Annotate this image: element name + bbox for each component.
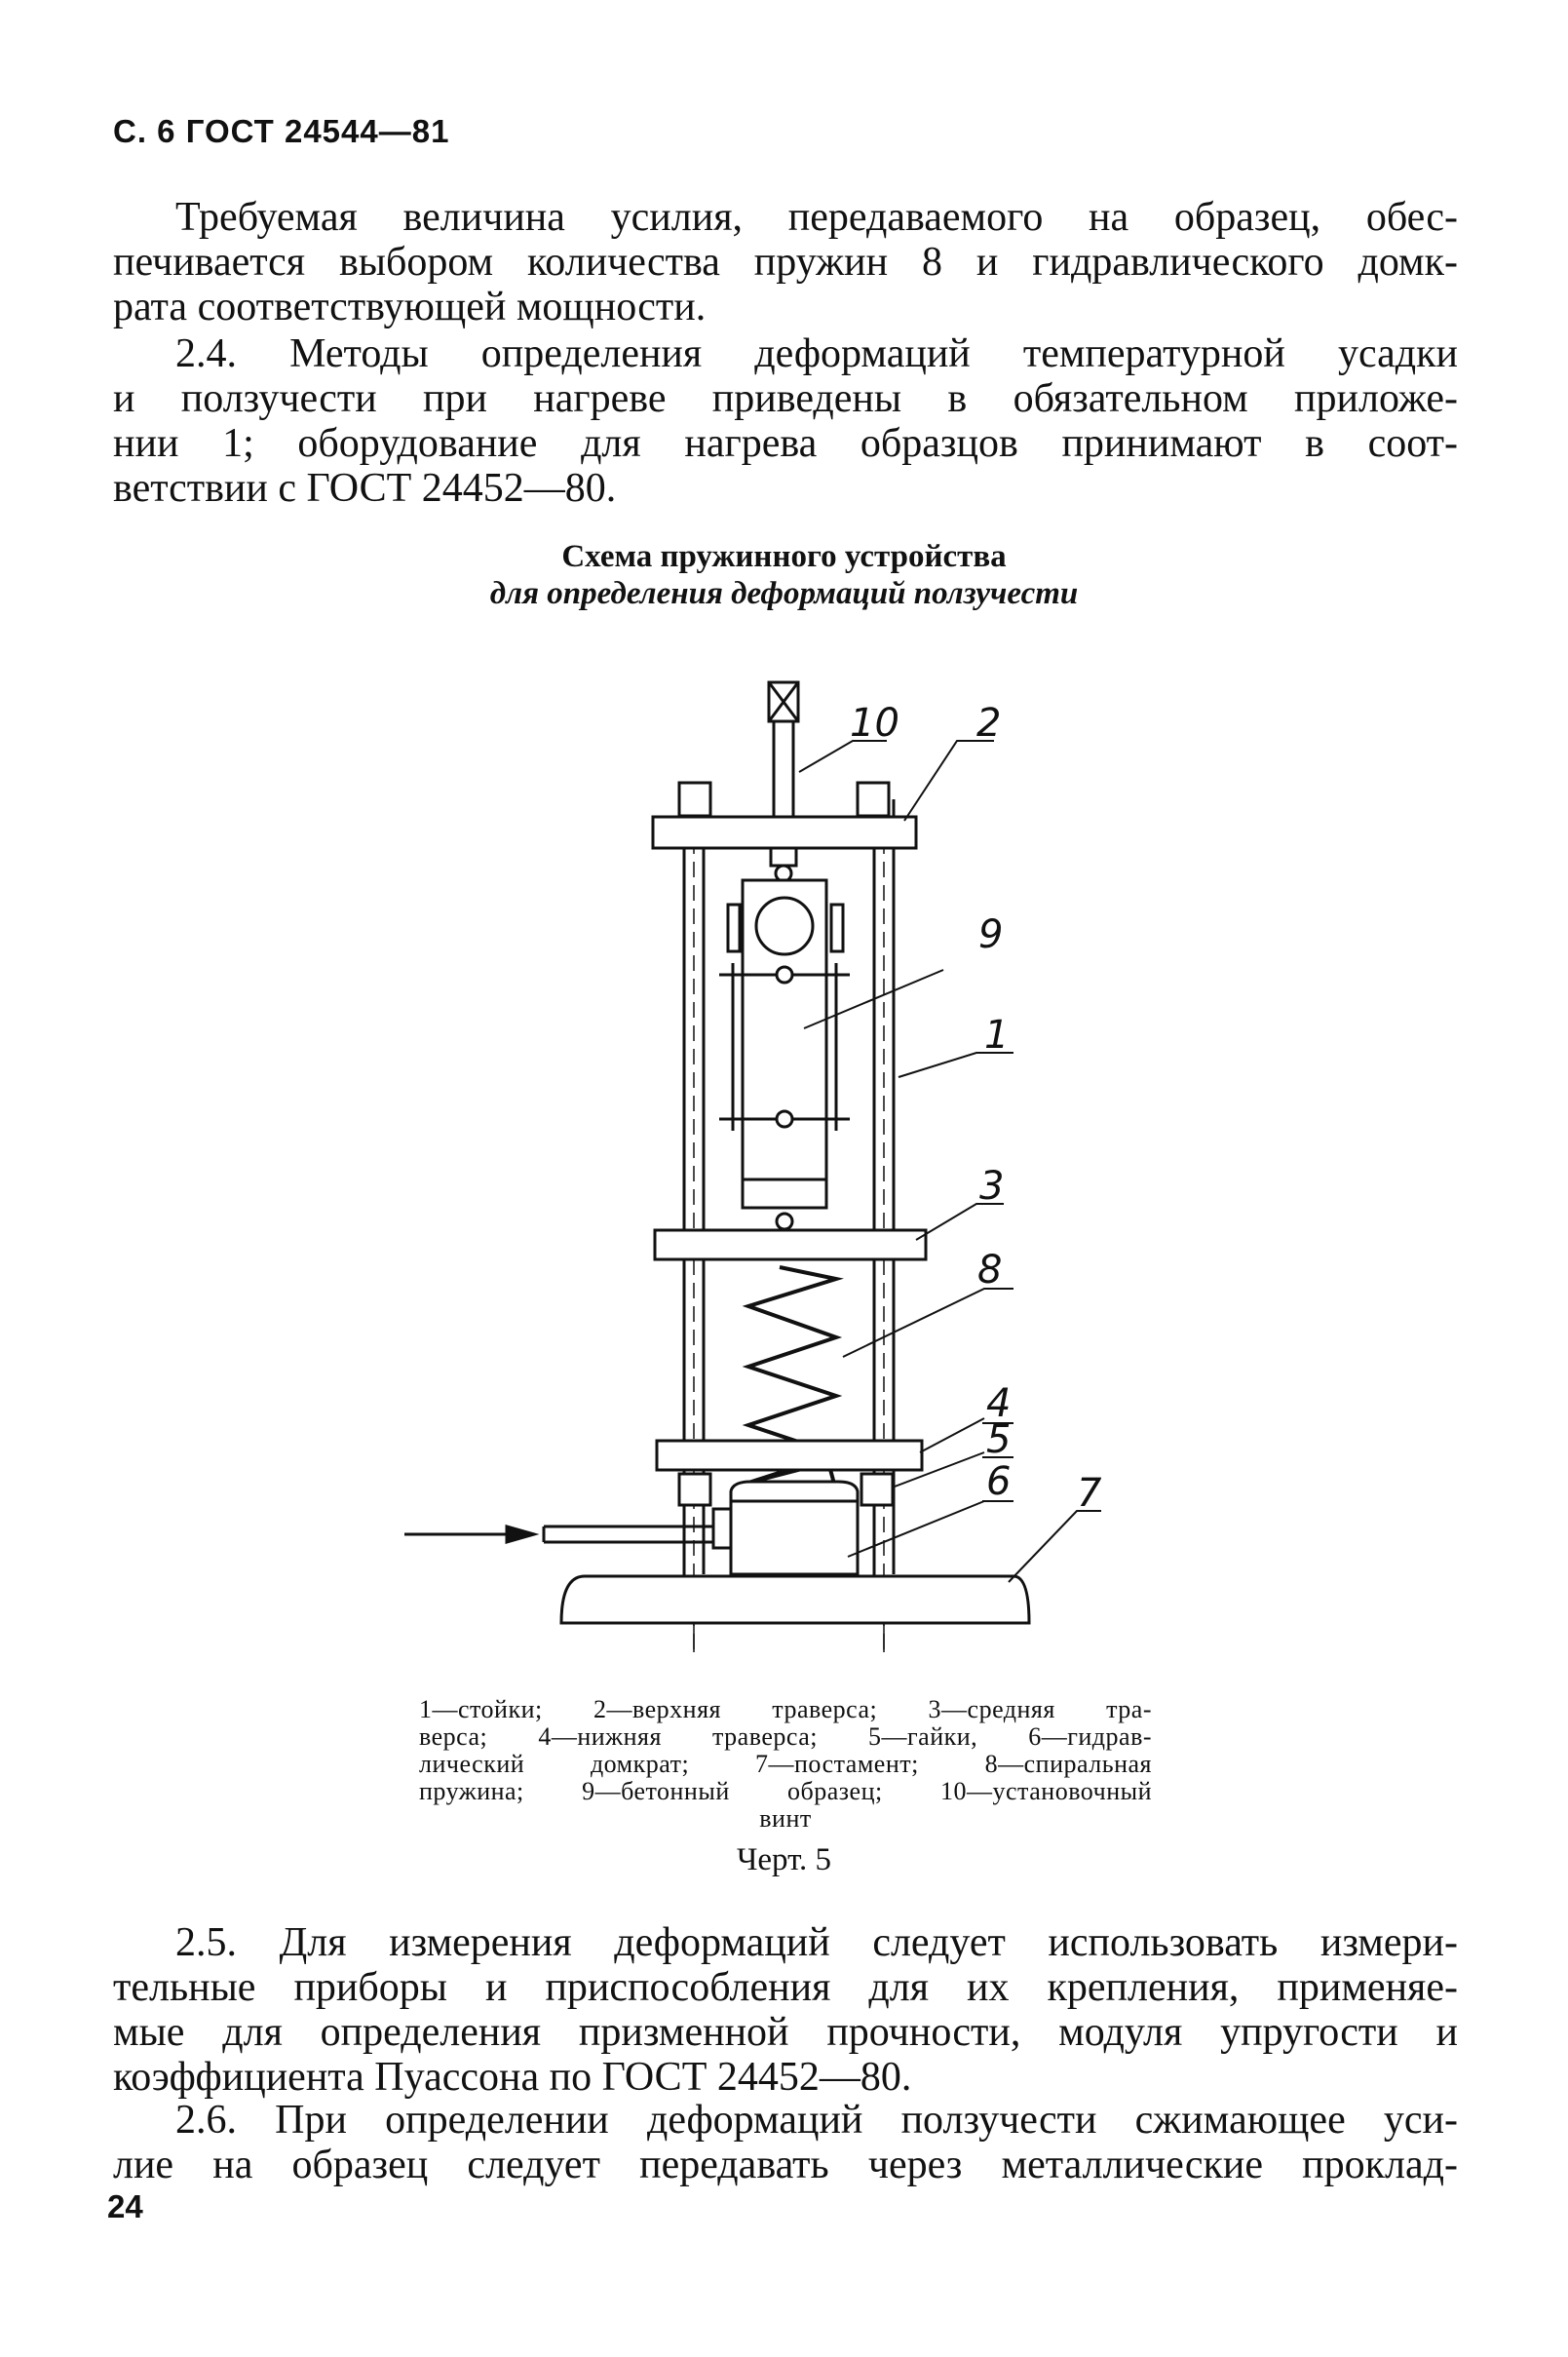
figure-title-line-1: Схема пружинного устройства xyxy=(561,539,1007,574)
label-9: 9 xyxy=(978,912,1004,957)
paragraph-2-5 xyxy=(113,1920,1458,2100)
figure-title-line-2: для определения деформаций ползучести xyxy=(489,576,1079,611)
label-8: 8 xyxy=(977,1248,1003,1293)
label-2: 2 xyxy=(976,701,1002,746)
figure-caption xyxy=(419,1696,1152,1833)
label-10: 10 xyxy=(850,701,899,746)
caption-line: лический домкрат; 7—постамент; 8—спиральная xyxy=(419,1750,1152,1778)
upper-crossbar xyxy=(653,817,916,848)
text-line: Требуемая величина усилия, передаваемого на образец, обес- xyxy=(175,195,1458,240)
text-line: 2.4. Методы определения деформаций температурной усадки xyxy=(175,331,1458,376)
pedestal xyxy=(561,1576,1029,1623)
figure-number: Черт. 5 xyxy=(736,1842,832,1877)
caption-line: винт xyxy=(759,1804,812,1833)
caption-line: верса; 4—нижняя траверса; 5—гайки, 6—гидрав- xyxy=(419,1722,1152,1751)
text-line: 2.6. При определении деформаций ползучести сжимающее уси- xyxy=(175,2098,1458,2143)
text-line: коэффициента Пуассона по ГОСТ 24452—80. xyxy=(113,2055,912,2100)
middle-crossbar xyxy=(655,1230,926,1259)
label-4: 4 xyxy=(986,1381,1012,1426)
label-5: 5 xyxy=(986,1417,1012,1462)
concrete-specimen xyxy=(719,880,850,1229)
text-line: ветствии с ГОСТ 24452—80. xyxy=(113,466,617,511)
caption-line: 1—стойки; 2—верхняя траверса; 3—средняя тра- xyxy=(419,1695,1152,1723)
text-line: рата соответствующей мощности. xyxy=(113,285,707,329)
text-line: мые для определения призменной прочности, модуля упругости и xyxy=(113,2010,1458,2055)
label-3: 3 xyxy=(979,1164,1005,1209)
text-line: печивается выбором количества пружин 8 и гидравлического домк- xyxy=(113,240,1458,285)
lower-crossbar xyxy=(657,1441,922,1470)
text-line: 2.5. Для измерения деформаций следует использовать измери- xyxy=(175,1920,1458,1965)
paragraph-2-6 xyxy=(113,2098,1458,2187)
page-number: 24 xyxy=(107,2188,143,2224)
text-line: тельные приборы и приспособления для их крепления, применяе- xyxy=(113,1965,1458,2010)
setting-screw xyxy=(769,682,798,881)
text-line: нии 1; оборудование для нагрева образцов принимают в соот- xyxy=(113,421,1458,466)
label-1: 1 xyxy=(984,1013,1010,1058)
caption-line: пружина; 9—бетонный образец; 10—установочный xyxy=(419,1777,1152,1805)
text-line: и ползучести при нагреве приведены в обязательном приложе- xyxy=(113,376,1458,421)
running-header: С. 6 ГОСТ 24544—81 xyxy=(113,113,450,149)
label-7: 7 xyxy=(1077,1471,1102,1516)
input-arrow xyxy=(404,1526,534,1542)
label-6: 6 xyxy=(986,1459,1012,1504)
text-line: лие на образец следует передавать через металлические проклад- xyxy=(113,2143,1458,2187)
